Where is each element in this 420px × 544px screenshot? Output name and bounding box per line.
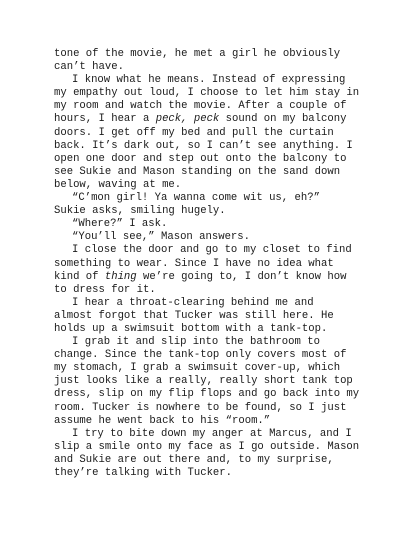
paragraph-8-text: I grab it and slip into the bathroom to change. Since the tank-top only covers most of my stomach, I grab a swimsuit cover-up, which just looks like a really, really short tank top dress, slip on my flip flops and go back into my room. Tucker is nowhere to be found, so I just assume he went back to his “room.” <box>54 336 360 427</box>
paragraph-6-text: I close the door and go to my closet to find something to wear. Since I have no idea what kind of <box>54 244 352 283</box>
paragraph-7-text: I hear a throat-clearing behind me and almost forgot that Tucker was still here. He holds up a swimsuit bottom with a tank-top. <box>54 296 334 335</box>
paragraph-3 <box>54 192 374 218</box>
body-text <box>54 48 374 480</box>
paragraph-7 <box>54 297 374 336</box>
paragraph-2-text-cont: sound on my balcony doors. I get off my bed and pull the curtain back. It’s dark out, so I can’t see anything. I open one door and step out onto the balcony to see Sukie and Mason standing on the sand down below, waving at me. <box>54 113 353 191</box>
paragraph-9 <box>54 428 374 480</box>
paragraph-2-emphasis: peck, peck <box>155 113 220 126</box>
paragraph-5 <box>54 231 374 244</box>
paragraph-2 <box>54 74 374 192</box>
paragraph-5-text: “You’ll see,” Mason answers. <box>72 231 251 244</box>
paragraph-8 <box>54 336 374 428</box>
paragraph-4 <box>54 218 374 231</box>
paragraph-2-text: I know what he means. Instead of expressing my empathy out loud, I choose to let him stay in my room and watch the movie. After a couple of hours, I hear a <box>54 74 360 126</box>
paragraph-1 <box>54 48 374 74</box>
paragraph-3-text: “C’mon girl! Ya wanna come wit us, eh?” Sukie asks, smiling hugely. <box>54 192 320 218</box>
paragraph-6 <box>54 244 374 296</box>
paragraph-9-text: I try to bite down my anger at Marcus, and I slip a smile onto my face as I go outside. Mason and Sukie are out there and, to my surprise, they’re talking with Tucker. <box>54 427 360 479</box>
paragraph-4-text: “Where?” I ask. <box>72 218 168 231</box>
paragraph-1-text: tone of the movie, he met a girl he obviously can’t have. <box>54 48 341 74</box>
paragraph-6-text-cont: we’re going to, I don’t know how to dress for it. <box>54 270 347 296</box>
paragraph-6-emphasis: thing <box>104 270 137 283</box>
